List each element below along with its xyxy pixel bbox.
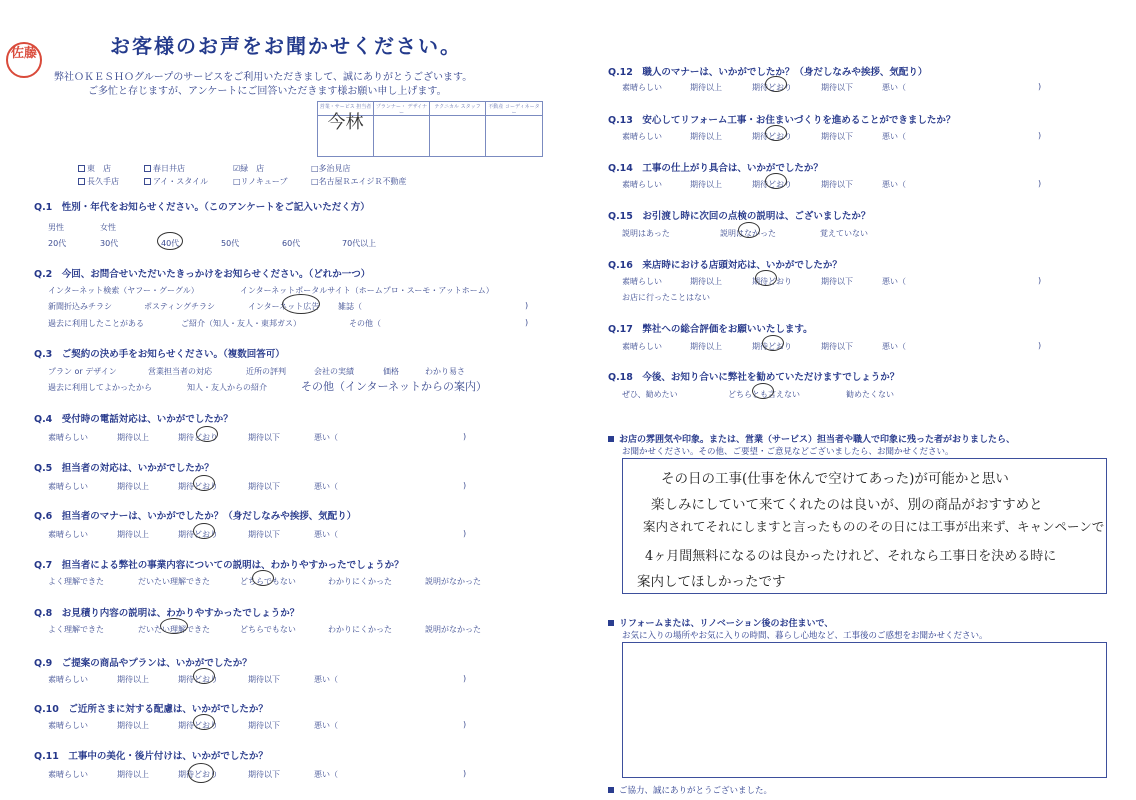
option[interactable]: よく理解できた bbox=[48, 625, 104, 634]
option[interactable]: 過去に利用してよかったから bbox=[48, 383, 152, 392]
comment-label-line: リフォームまたは、リノベーション後のお住まいで、 bbox=[619, 619, 834, 629]
option[interactable]: 期待以下 bbox=[821, 132, 853, 141]
question-13: Q.13 安心してリフォーム工事・お住まいづくりを進めることができましたか？ bbox=[608, 112, 955, 126]
question-5: Q.5 担当者の対応は、いかがでしたか？ bbox=[34, 460, 214, 474]
store-option[interactable] bbox=[144, 176, 208, 187]
comment-section-label-4: お気に入りの場所やお気に入りの時間、暮らし心地など、工事後のご感想をお聞かせください。 bbox=[622, 631, 988, 641]
answer-circle bbox=[188, 763, 214, 783]
comment-line: 4ヶ月間無料になるのは良かったけれど、それなら工事日を決める時に bbox=[645, 549, 1057, 564]
option[interactable]: 女性 bbox=[100, 223, 116, 232]
intro-line-1: 弊社ＯＫＥＳＨＯグループのサービスをご利用いただきまして、誠にありがとうございます。 bbox=[54, 72, 473, 83]
option[interactable]: 新聞折込みチラシ bbox=[48, 302, 112, 311]
comment-line: その日の工事(仕事を休んで空けてあった)が可能かと思い bbox=[661, 471, 1009, 487]
staff-technical-value[interactable] bbox=[430, 116, 486, 156]
answer-circle bbox=[765, 76, 787, 92]
staff-sales-value[interactable]: 今林 bbox=[318, 116, 374, 156]
seal-stamp: 佐藤 bbox=[6, 42, 42, 78]
option[interactable]: 期待どおり bbox=[752, 83, 792, 92]
answer-circle bbox=[193, 523, 215, 539]
answer-circle bbox=[762, 335, 784, 351]
answer-circle bbox=[252, 570, 274, 586]
option[interactable]: 期待以上 bbox=[117, 530, 149, 539]
option[interactable]: 雑誌（ bbox=[338, 302, 362, 311]
option[interactable]: 男性 bbox=[48, 223, 64, 232]
option[interactable]: 期待以上 bbox=[690, 180, 722, 189]
option[interactable]: 悪い（ bbox=[314, 530, 338, 539]
option[interactable]: 素晴らしい bbox=[622, 180, 662, 189]
question-12: Q.12 職人のマナーは、いかがでしたか？（身だしなみや挨拶、気配り） bbox=[608, 64, 927, 78]
option[interactable]: わかり易さ bbox=[425, 367, 465, 376]
option[interactable]: 期待どおり bbox=[752, 342, 792, 351]
option[interactable]: 素晴らしい bbox=[48, 530, 88, 539]
comment-box-2[interactable] bbox=[622, 642, 1107, 778]
footer-text: ご協力、誠にありがとうございました。 bbox=[619, 786, 773, 796]
option[interactable]: 期待どおり bbox=[752, 180, 792, 189]
option[interactable]: 期待以下 bbox=[821, 342, 853, 351]
page-title: お客様のお声をお聞かせください。 bbox=[110, 34, 462, 58]
option[interactable]: 価格 bbox=[383, 367, 399, 376]
option[interactable]: 素晴らしい bbox=[622, 83, 662, 92]
option[interactable]: インターネットポータルサイト（ホームプロ・スーモ・アットホーム） bbox=[240, 286, 494, 295]
option[interactable]: わかりにくかった bbox=[328, 577, 392, 586]
checkbox-icon bbox=[144, 178, 151, 185]
comment-section-label-2: お聞かせください。その他、ご要望・ご意見などございましたら、お聞かせください。 bbox=[622, 447, 954, 457]
square-bullet-icon bbox=[608, 787, 614, 793]
option[interactable]: 30代 bbox=[100, 239, 119, 248]
option[interactable]: 悪い（ bbox=[314, 770, 338, 779]
option[interactable]: 悪い（ bbox=[314, 675, 338, 684]
option[interactable]: 60代 bbox=[282, 239, 301, 248]
option: ) bbox=[463, 481, 467, 490]
answer-circle bbox=[752, 383, 774, 399]
question-10: Q.10 ご近所さまに対する配慮は、いかがでしたか？ bbox=[34, 701, 268, 715]
store-option[interactable] bbox=[233, 163, 264, 174]
question-18: Q.18 今後、お知り合いに弊社を勧めていただけますでしょうか？ bbox=[608, 369, 899, 383]
option: ) bbox=[525, 301, 529, 310]
option[interactable]: 悪い（ bbox=[882, 277, 906, 286]
question-17: Q.17 弊社への総合評価をお願いいたします。 bbox=[608, 321, 813, 335]
option: ) bbox=[1038, 341, 1042, 350]
option[interactable]: だいたい理解できた bbox=[138, 625, 210, 634]
question-6: Q.6 担当者のマナーは、いかがでしたか？（身だしなみや挨拶、気配り） bbox=[34, 508, 356, 522]
option: ) bbox=[463, 720, 467, 729]
store-option[interactable] bbox=[78, 163, 111, 174]
answer-circle bbox=[193, 668, 215, 684]
option[interactable]: 期待以下 bbox=[248, 675, 280, 684]
option[interactable]: 悪い（ bbox=[882, 180, 906, 189]
staff-header: 営業・サービス 担当者 bbox=[318, 102, 374, 116]
option[interactable]: 期待どおり bbox=[178, 433, 218, 442]
answer-circle bbox=[765, 173, 787, 189]
option[interactable]: 素晴らしい bbox=[48, 721, 88, 730]
store-label: 東 店 bbox=[87, 164, 111, 173]
option[interactable]: 期待どおり bbox=[178, 770, 218, 779]
store-label: □リノキューブ bbox=[233, 177, 288, 186]
store-label: □名古屋ＲエイジＲ不動産 bbox=[311, 177, 407, 186]
option[interactable]: 素晴らしい bbox=[48, 770, 88, 779]
staff-planner-value[interactable] bbox=[374, 116, 430, 156]
checkbox-icon bbox=[78, 165, 85, 172]
option[interactable]: 過去に利用したことがある bbox=[48, 319, 144, 328]
staff-realestate-value[interactable] bbox=[486, 116, 542, 156]
option-other-handwritten[interactable]: その他（インターネットからの案内） bbox=[301, 380, 488, 393]
option[interactable]: インターネット検索（ヤフー・グーグル） bbox=[48, 286, 199, 295]
option[interactable]: 期待以下 bbox=[248, 721, 280, 730]
option[interactable]: 期待以上 bbox=[690, 342, 722, 351]
option: ) bbox=[463, 674, 467, 683]
store-option[interactable] bbox=[78, 176, 119, 187]
question-15: Q.15 お引渡し時に次回の点検の説明は、ございましたか？ bbox=[608, 208, 870, 222]
option[interactable]: 期待以上 bbox=[117, 433, 149, 442]
question-14: Q.14 工事の仕上がり具合は、いかがでしたか？ bbox=[608, 160, 823, 174]
question-16: Q.16 来店時における店頭対応は、いかがでしたか？ bbox=[608, 257, 842, 271]
intro-line-2: ご多忙と存じますが、アンケートにご回答いただきます様お願い申し上げます。 bbox=[88, 86, 447, 97]
option[interactable]: 50代 bbox=[221, 239, 240, 248]
option[interactable]: 説明はなかった bbox=[720, 229, 776, 238]
option[interactable]: 期待以下 bbox=[248, 530, 280, 539]
option[interactable]: 悪い（ bbox=[882, 132, 906, 141]
store-label: 春日井店 bbox=[153, 164, 185, 173]
option[interactable]: 勧めたくない bbox=[846, 390, 894, 399]
comment-box-1[interactable] bbox=[622, 458, 1107, 594]
option[interactable]: ポスティングチラシ bbox=[144, 302, 216, 311]
option[interactable]: 期待以下 bbox=[821, 180, 853, 189]
option[interactable]: 素晴らしい bbox=[48, 433, 88, 442]
option[interactable]: 覚えていない bbox=[820, 229, 868, 238]
option[interactable]: 期待以下 bbox=[821, 277, 853, 286]
option[interactable]: よく理解できた bbox=[48, 577, 104, 586]
option[interactable]: 悪い（ bbox=[882, 83, 906, 92]
question-11: Q.11 工事中の美化・後片付けは、いかがでしたか？ bbox=[34, 748, 268, 762]
option[interactable]: だいたい理解できた bbox=[138, 577, 210, 586]
option[interactable]: ぜひ、勧めたい bbox=[622, 390, 678, 399]
option[interactable]: 期待以下 bbox=[248, 770, 280, 779]
option: ) bbox=[525, 318, 529, 327]
option[interactable]: 期待以上 bbox=[117, 721, 149, 730]
option[interactable]: 期待以上 bbox=[690, 132, 722, 141]
option[interactable]: 説明がなかった bbox=[425, 577, 481, 586]
question-3: Q.3 ご契約の決め手をお知らせください。（複数回答可） bbox=[34, 346, 285, 360]
answer-circle bbox=[157, 232, 183, 250]
option: ) bbox=[1038, 82, 1042, 91]
option[interactable]: 素晴らしい bbox=[48, 482, 88, 491]
answer-circle bbox=[755, 270, 777, 286]
checkbox-icon bbox=[144, 165, 151, 172]
question-7: Q.7 担当者による弊社の事業内容についての説明は、わかりやすかったでしょうか？ bbox=[34, 557, 404, 571]
store-option[interactable] bbox=[311, 176, 407, 187]
option: ) bbox=[463, 432, 467, 441]
option[interactable]: お店に行ったことはない bbox=[622, 293, 710, 302]
square-bullet-icon bbox=[608, 620, 614, 626]
question-4: Q.4 受付時の電話対応は、いかがでしたか？ bbox=[34, 411, 233, 425]
question-1: Q.1 性別・年代をお知らせください。（このアンケートをご記入いただく方） bbox=[34, 199, 370, 213]
store-option[interactable] bbox=[144, 163, 185, 174]
answer-circle bbox=[282, 294, 320, 314]
option[interactable]: どちらでもない bbox=[240, 625, 296, 634]
option[interactable]: 期待以上 bbox=[117, 770, 149, 779]
answer-circle bbox=[196, 426, 218, 442]
comment-section-label-3 bbox=[608, 616, 833, 629]
option[interactable]: 20代 bbox=[48, 239, 67, 248]
option[interactable]: ご紹介（知人・友人・東邦ガス） bbox=[181, 319, 301, 328]
option[interactable]: 素晴らしい bbox=[622, 132, 662, 141]
option[interactable]: 期待どおり bbox=[178, 530, 218, 539]
checkbox-icon bbox=[78, 178, 85, 185]
store-label: アイ・スタイル bbox=[153, 177, 209, 186]
option[interactable]: どちらとも言えない bbox=[728, 390, 800, 399]
option[interactable]: 期待どおり bbox=[752, 277, 792, 286]
option: ) bbox=[463, 769, 467, 778]
staff-header: プランナー・ デザイナー bbox=[374, 102, 430, 116]
option: ) bbox=[1038, 131, 1042, 140]
option: ) bbox=[1038, 276, 1042, 285]
option[interactable]: 悪い（ bbox=[882, 342, 906, 351]
option[interactable]: 説明はあった bbox=[622, 229, 670, 238]
footer-thanks bbox=[608, 784, 772, 796]
option[interactable]: 素晴らしい bbox=[48, 675, 88, 684]
answer-circle bbox=[738, 222, 760, 238]
question-9: Q.9 ご提案の商品やプランは、いかがでしたか？ bbox=[34, 655, 252, 669]
option[interactable]: 知人・友人からの紹介 bbox=[187, 383, 267, 392]
store-option[interactable] bbox=[311, 163, 351, 174]
option[interactable]: 期待以上 bbox=[690, 277, 722, 286]
option[interactable]: 素晴らしい bbox=[622, 342, 662, 351]
option[interactable]: わかりにくかった bbox=[328, 625, 392, 634]
option[interactable]: 期待どおり bbox=[178, 675, 218, 684]
comment-label-line: お店の雰囲気や印象。または、営業（サービス）担当者や職人で印象に残った者がおりましたら、 bbox=[619, 435, 1016, 445]
option[interactable]: 悪い（ bbox=[314, 721, 338, 730]
answer-circle bbox=[160, 618, 188, 634]
answer-circle bbox=[193, 714, 215, 730]
store-option[interactable] bbox=[233, 176, 288, 187]
question-8: Q.8 お見積り内容の説明は、わかりやすかったでしょうか？ bbox=[34, 605, 299, 619]
comment-line: 案内されてそれにしますと言ったもののその日には工事が出来ず、キャンペーンで bbox=[643, 519, 1105, 534]
staff-table bbox=[317, 101, 543, 157]
option: ) bbox=[463, 529, 467, 538]
option[interactable]: 説明がなかった bbox=[425, 625, 481, 634]
staff-header: テクニカル スタッフ bbox=[430, 102, 486, 116]
option[interactable]: 期待どおり bbox=[178, 721, 218, 730]
option[interactable]: プラン or デザイン bbox=[48, 367, 117, 376]
option[interactable]: 40代 bbox=[161, 239, 180, 248]
option[interactable]: 期待どおり bbox=[752, 132, 792, 141]
option[interactable]: 会社の実績 bbox=[314, 367, 354, 376]
option[interactable]: 営業担当者の対応 bbox=[148, 367, 212, 376]
option[interactable]: 悪い（ bbox=[314, 482, 338, 491]
option[interactable]: その他（ bbox=[349, 319, 381, 328]
comment-section-label-1 bbox=[608, 432, 1015, 445]
staff-header: 不動産 コーディネーター bbox=[486, 102, 542, 116]
option[interactable]: 素晴らしい bbox=[622, 277, 662, 286]
option[interactable]: 期待以下 bbox=[248, 433, 280, 442]
store-label: 長久手店 bbox=[87, 177, 119, 186]
store-label: □多治見店 bbox=[311, 164, 351, 173]
square-bullet-icon bbox=[608, 436, 614, 442]
comment-line: 楽しみにしていて来てくれたのは良いが、別の商品がおすすめと bbox=[651, 497, 1043, 513]
answer-circle bbox=[765, 125, 787, 141]
comment-line: 案内してほしかったです bbox=[637, 574, 786, 590]
option[interactable]: 期待以上 bbox=[117, 675, 149, 684]
option[interactable]: 悪い（ bbox=[314, 433, 338, 442]
option[interactable]: 期待以上 bbox=[690, 83, 722, 92]
store-label: ☑緑 店 bbox=[233, 164, 265, 173]
option[interactable]: 期待以下 bbox=[821, 83, 853, 92]
option[interactable]: 期待以上 bbox=[117, 482, 149, 491]
option[interactable]: インターネット広告 bbox=[248, 302, 320, 311]
option[interactable]: 期待どおり bbox=[178, 482, 218, 491]
option[interactable]: どちらでもない bbox=[240, 577, 296, 586]
option[interactable]: 70代以上 bbox=[342, 239, 377, 248]
answer-circle bbox=[193, 475, 215, 491]
option: ) bbox=[1038, 179, 1042, 188]
question-2: Q.2 今回、お問合せいただいたきっかけをお知らせください。（どれか一つ） bbox=[34, 266, 370, 280]
option[interactable]: 期待以下 bbox=[248, 482, 280, 491]
option[interactable]: 近所の評判 bbox=[246, 367, 286, 376]
